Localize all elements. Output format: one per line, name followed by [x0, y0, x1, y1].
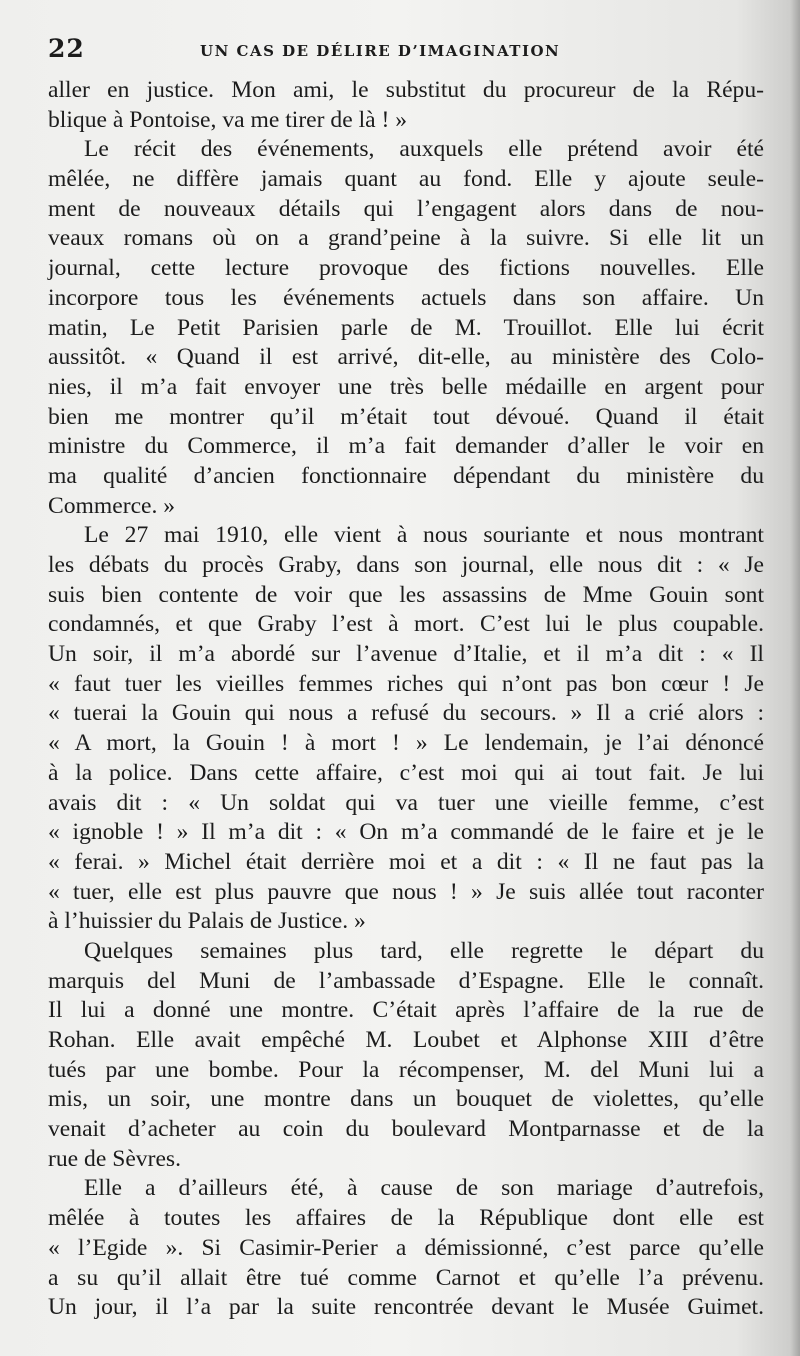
- text-line: « ferai. » Michel était derrière moi et a dit : « Il ne faut pas la: [48, 848, 764, 875]
- text-line: venait d’acheter au coin du boulevard Montparnasse et de la: [48, 1116, 764, 1143]
- text-line: nies, il m’a fait envoyer une très belle médaille en argent pour: [48, 373, 764, 400]
- text-line: mêlée à toutes les affaires de la République dont elle est: [48, 1205, 764, 1232]
- text-line: Le récit des événements, auxquels elle prétend avoir été: [84, 136, 764, 163]
- text-line: condamnés, et que Graby l’est à mort. C’est lui le plus coupable.: [48, 611, 764, 638]
- text-line: aller en justice. Mon ami, le substitut du procureur de la Répu-: [48, 77, 764, 103]
- running-head: UN CAS DE DÉLIRE D’IMAGINATION: [200, 42, 561, 60]
- text-line: avais dit : « Un soldat qui va tuer une vieille femme, c’est: [48, 789, 764, 816]
- text-line: Elle a d’ailleurs été, à cause de son mariage d’autrefois,: [84, 1175, 764, 1202]
- text-line: suis bien contente de voir que les assassins de Mme Gouin sont: [48, 581, 764, 608]
- text-line: Un jour, il l’a par la suite rencontrée devant le Musée Guimet.: [48, 1294, 764, 1321]
- text-line: mis, un soir, une montre dans un bouquet de violettes, qu’elle: [48, 1086, 764, 1113]
- text-line: aussitôt. « Quand il est arrivé, dit-elle, au ministère des Colo-: [48, 344, 764, 371]
- text-line: à la police. Dans cette affaire, c’est moi qui ai tout fait. Je lui: [48, 759, 764, 786]
- page-edge-shadow: [790, 0, 800, 1356]
- page-header: [48, 34, 768, 74]
- text-line: mêlée, ne diffère jamais quant au fond. Elle y ajoute seule-: [48, 166, 764, 193]
- text-line: Rohan. Elle avait empêché M. Loubet et Alphonse XIII d’être: [48, 1027, 764, 1053]
- text-line: ment de nouveaux détails qui l’engagent alors dans de nou-: [48, 195, 764, 222]
- text-line: les débats du procès Graby, dans son journal, elle nous dit : « Je: [48, 552, 764, 578]
- text-line: rue de Sèvres.: [48, 1145, 181, 1172]
- text-line: journal, cette lecture provoque des fictions nouvelles. Elle: [48, 255, 764, 282]
- text-line: Quelques semaines plus tard, elle regrette le départ du: [84, 937, 764, 964]
- text-line: Un soir, il m’a abordé sur l’avenue d’Italie, et il m’a dit : « Il: [48, 641, 764, 668]
- text-line: « l’Egide ». Si Casimir-Perier a démissionné, c’est parce qu’elle: [48, 1234, 764, 1261]
- text-line: Le 27 mai 1910, elle vient à nous souriante et nous montrant: [84, 522, 764, 549]
- page-number: 22: [48, 34, 85, 63]
- text-line: matin, Le Petit Parisien parle de M. Trouillot. Elle lui écrit: [48, 314, 764, 341]
- text-line: à l’huissier du Palais de Justice. »: [48, 908, 366, 935]
- text-line: « A mort, la Gouin ! à mort ! » Le lendemain, je l’ai dénoncé: [48, 730, 764, 757]
- text-line: bien me montrer qu’il m’était tout dévoué. Quand il était: [48, 403, 764, 430]
- text-line: Il lui a donné une montre. C’était après l’affaire de la rue de: [48, 997, 764, 1024]
- text-line: a su qu’il allait être tué comme Carnot et qu’elle l’a prévenu.: [48, 1264, 764, 1291]
- text-line: « tuerai la Gouin qui nous a refusé du secours. » Il a crié alors :: [48, 700, 764, 727]
- text-line: veaux romans où on a grand’peine à la suivre. Si elle lit un: [48, 225, 764, 252]
- body-text: [48, 76, 764, 1323]
- text-line: incorpore tous les événements actuels dans son affaire. Un: [48, 284, 764, 311]
- text-line: « faut tuer les vieilles femmes riches qui n’ont pas bon cœur ! Je: [48, 670, 764, 697]
- text-line: ministre du Commerce, il m’a fait demander d’aller le voir en: [48, 433, 764, 460]
- text-line: Commerce. »: [48, 492, 176, 519]
- text-line: blique à Pontoise, va me tirer de là ! »: [48, 106, 408, 133]
- text-line: « tuer, elle est plus pauvre que nous ! » Je suis allée tout raconter: [48, 878, 764, 905]
- text-line: « ignoble ! » Il m’a dit : « On m’a commandé de le faire et je le: [48, 819, 764, 846]
- text-line: marquis del Muni de l’ambassade d’Espagne. Elle le connaît.: [48, 967, 764, 994]
- text-line: tués par une bombe. Pour la récompenser, M. del Muni lui a: [48, 1056, 764, 1083]
- text-line: ma qualité d’ancien fonctionnaire dépendant du ministère du: [48, 462, 764, 489]
